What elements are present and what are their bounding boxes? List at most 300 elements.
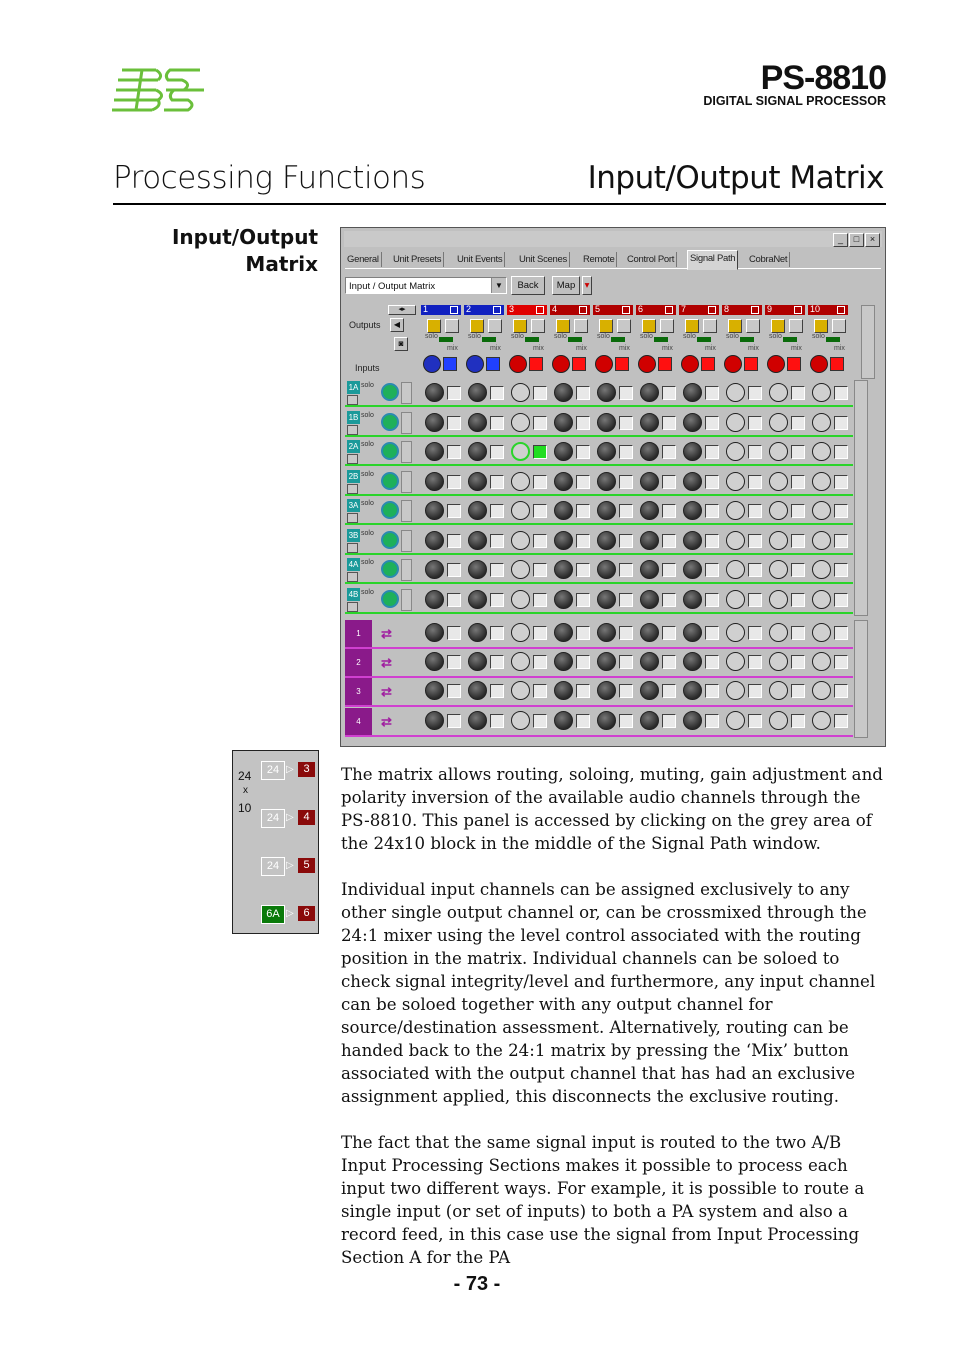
gain-knob[interactable] [683,652,702,671]
route-button[interactable] [748,626,762,640]
mix-button[interactable] [615,357,629,371]
matrix-cell[interactable] [464,590,506,612]
gain-knob[interactable] [769,531,788,550]
route-button[interactable] [533,534,547,548]
gain-knob[interactable] [597,383,616,402]
gain-knob[interactable] [640,652,659,671]
route-button[interactable] [705,626,719,640]
gain-knob[interactable] [511,623,530,642]
route-button[interactable] [533,386,547,400]
route-button[interactable] [662,386,676,400]
output-level-knob[interactable] [767,355,785,373]
gain-knob[interactable] [425,383,444,402]
solo-led[interactable] [783,337,797,342]
gain-knob[interactable] [812,560,831,579]
route-button[interactable] [834,684,848,698]
map-button[interactable]: Map [552,276,580,295]
matrix-cell[interactable] [636,652,678,674]
tab-control-port[interactable]: Control Port [625,252,677,267]
matrix-cell[interactable] [464,531,506,553]
matrix-cell[interactable] [550,383,592,405]
gain-knob[interactable] [511,442,530,461]
matrix-cell[interactable] [636,442,678,464]
speaker-icon[interactable]: ◀ [390,318,404,332]
maximize-icon[interactable]: □ [849,233,864,247]
route-button[interactable] [490,504,504,518]
gain-knob[interactable] [554,590,573,609]
gain-knob[interactable] [597,681,616,700]
route-button[interactable] [834,626,848,640]
matrix-cell[interactable] [593,383,635,405]
route-button[interactable] [662,593,676,607]
gain-knob[interactable] [812,652,831,671]
route-button[interactable] [576,626,590,640]
matrix-cell[interactable] [636,711,678,733]
matrix-cell[interactable] [808,681,850,703]
polarity-icon[interactable] [445,319,459,333]
route-button[interactable] [447,563,461,577]
route-button[interactable] [791,416,805,430]
mix-scrollbar[interactable] [854,620,868,738]
route-button[interactable] [576,445,590,459]
matrix-cell[interactable] [507,652,549,674]
matrix-cell[interactable] [679,560,721,582]
solo-led[interactable] [439,337,453,342]
route-button[interactable] [662,655,676,669]
matrix-cell[interactable] [636,531,678,553]
matrix-cell[interactable] [593,681,635,703]
gain-knob[interactable] [468,590,487,609]
mix-button[interactable] [486,357,500,371]
matrix-cell[interactable] [722,501,764,523]
gain-knob[interactable] [726,560,745,579]
polarity-icon[interactable] [746,319,760,333]
gain-knob[interactable] [769,652,788,671]
matrix-cell[interactable] [550,652,592,674]
gain-knob[interactable] [769,560,788,579]
route-button[interactable] [619,534,633,548]
matrix-cell[interactable] [808,560,850,582]
tab-remote[interactable]: Remote [581,252,617,267]
gain-knob[interactable] [812,383,831,402]
route-button[interactable] [705,563,719,577]
matrix-cell[interactable] [765,472,807,494]
matrix-cell[interactable] [593,560,635,582]
matrix-cell[interactable] [507,590,549,612]
matrix-cell[interactable] [722,652,764,674]
polarity-icon[interactable] [703,319,717,333]
route-button[interactable] [619,626,633,640]
matrix-cell[interactable] [722,383,764,405]
gain-knob[interactable] [769,590,788,609]
output-level-knob[interactable] [423,355,441,373]
matrix-cell[interactable] [679,501,721,523]
matrix-cell[interactable] [679,472,721,494]
back-button[interactable]: Back [511,276,545,295]
row-minimize-icon[interactable] [347,484,358,494]
gain-knob[interactable] [812,501,831,520]
tab-unit-presets[interactable]: Unit Presets [391,252,444,267]
gain-knob[interactable] [468,711,487,730]
route-button[interactable] [533,416,547,430]
gain-knob[interactable] [597,442,616,461]
matrix-cell[interactable] [464,560,506,582]
route-button[interactable] [533,684,547,698]
route-button[interactable] [834,563,848,577]
gain-knob[interactable] [726,442,745,461]
gain-knob[interactable] [554,652,573,671]
gain-knob[interactable] [425,560,444,579]
matrix-cell[interactable] [507,442,549,464]
matrix-cell[interactable] [550,531,592,553]
matrix-cell[interactable] [722,681,764,703]
route-button[interactable] [791,593,805,607]
route-button[interactable] [447,626,461,640]
inset-output-box[interactable]: 6 [298,906,315,921]
route-button[interactable] [705,475,719,489]
tab-signal-path[interactable]: Signal Path [687,250,738,270]
matrix-cell[interactable] [722,472,764,494]
route-button[interactable] [662,534,676,548]
gain-knob[interactable] [511,681,530,700]
matrix-cell[interactable] [421,501,463,523]
mix-button[interactable] [701,357,715,371]
solo-led[interactable] [525,337,539,342]
row-minimize-icon[interactable] [347,572,358,582]
matrix-cell[interactable] [765,560,807,582]
swap-icon[interactable]: ⇄ [381,655,392,671]
route-button[interactable] [705,684,719,698]
route-button[interactable] [834,655,848,669]
matrix-cell[interactable] [722,560,764,582]
route-button[interactable] [705,504,719,518]
matrix-cell[interactable] [464,623,506,645]
gain-knob[interactable] [726,652,745,671]
route-button[interactable] [533,504,547,518]
matrix-cell[interactable] [722,590,764,612]
gain-knob[interactable] [468,531,487,550]
route-button[interactable] [533,475,547,489]
view-select[interactable] [345,277,507,294]
route-button[interactable] [748,534,762,548]
route-button[interactable] [705,386,719,400]
gain-knob[interactable] [511,383,530,402]
mix-button[interactable] [443,357,457,371]
matrix-cell[interactable] [550,560,592,582]
row-minimize-icon[interactable] [347,602,358,612]
route-button[interactable] [619,416,633,430]
output-scrollbar[interactable] [861,305,875,379]
route-button[interactable] [576,475,590,489]
route-button[interactable] [447,504,461,518]
output-minimize-icon[interactable] [493,306,501,314]
route-button[interactable] [447,475,461,489]
matrix-cell[interactable] [464,501,506,523]
gain-knob[interactable] [597,652,616,671]
matrix-cell[interactable] [507,501,549,523]
gain-knob[interactable] [726,413,745,432]
route-button[interactable] [576,684,590,698]
route-button[interactable] [576,563,590,577]
gain-knob[interactable] [468,652,487,671]
matrix-cell[interactable] [550,711,592,733]
gain-knob[interactable] [554,442,573,461]
phone-icon[interactable]: ◙ [394,337,408,351]
gain-knob[interactable] [726,383,745,402]
solo-led[interactable] [611,337,625,342]
map-dropdown-icon[interactable]: ▾ [582,276,592,295]
route-button[interactable] [662,416,676,430]
matrix-cell[interactable] [593,472,635,494]
arrows-icon[interactable]: ◂▸ [388,305,416,315]
matrix-cell[interactable] [507,681,549,703]
matrix-cell[interactable] [722,623,764,645]
matrix-cell[interactable] [593,711,635,733]
gain-knob[interactable] [726,531,745,550]
matrix-cell[interactable] [550,590,592,612]
matrix-cell[interactable] [593,590,635,612]
swap-icon[interactable]: ⇄ [381,684,392,700]
matrix-cell[interactable] [722,711,764,733]
route-button[interactable] [748,655,762,669]
gain-knob[interactable] [554,472,573,491]
matrix-cell[interactable] [421,652,463,674]
matrix-cell[interactable] [679,711,721,733]
route-button[interactable] [834,534,848,548]
route-button[interactable] [705,416,719,430]
route-button[interactable] [662,563,676,577]
route-button[interactable] [447,684,461,698]
gain-knob[interactable] [769,472,788,491]
matrix-cell[interactable] [679,681,721,703]
gain-knob[interactable] [726,501,745,520]
gain-knob[interactable] [640,623,659,642]
inset-input-box[interactable]: 24 [261,857,285,876]
gain-knob[interactable] [425,472,444,491]
output-minimize-icon[interactable] [837,306,845,314]
input-scrollbar[interactable] [854,380,868,616]
gain-knob[interactable] [468,472,487,491]
matrix-cell[interactable] [507,472,549,494]
gain-knob[interactable] [425,590,444,609]
gain-knob[interactable] [554,560,573,579]
route-button[interactable] [576,714,590,728]
matrix-cell[interactable] [550,442,592,464]
gain-knob[interactable] [468,413,487,432]
matrix-cell[interactable] [464,413,506,435]
matrix-cell[interactable] [765,711,807,733]
gain-knob[interactable] [640,560,659,579]
matrix-cell[interactable] [421,383,463,405]
matrix-cell[interactable] [421,681,463,703]
route-button[interactable] [619,655,633,669]
gain-knob[interactable] [640,413,659,432]
tab-unit-events[interactable]: Unit Events [455,252,505,267]
tab-general[interactable]: General [345,252,382,267]
gain-knob[interactable] [683,413,702,432]
route-button[interactable] [791,655,805,669]
matrix-cell[interactable] [808,413,850,435]
matrix-cell[interactable] [550,472,592,494]
route-button[interactable] [576,416,590,430]
gain-knob[interactable] [425,711,444,730]
route-button[interactable] [791,563,805,577]
gain-knob[interactable] [554,623,573,642]
route-button[interactable] [834,475,848,489]
matrix-cell[interactable] [765,590,807,612]
gain-knob[interactable] [597,531,616,550]
matrix-cell[interactable] [507,531,549,553]
route-button[interactable] [533,626,547,640]
route-button[interactable] [748,416,762,430]
matrix-cell[interactable] [679,413,721,435]
mix-button[interactable] [744,357,758,371]
matrix-cell[interactable] [636,590,678,612]
gain-knob[interactable] [597,623,616,642]
gain-knob[interactable] [511,590,530,609]
input-level-knob[interactable] [381,442,399,460]
row-minimize-icon[interactable] [347,513,358,523]
route-button[interactable] [791,714,805,728]
matrix-cell[interactable] [550,623,592,645]
gain-knob[interactable] [683,501,702,520]
route-button[interactable] [705,593,719,607]
inset-output-box[interactable]: 3 [298,762,315,777]
gain-knob[interactable] [812,442,831,461]
gain-knob[interactable] [683,623,702,642]
row-minimize-icon[interactable] [347,395,358,405]
chevron-down-icon[interactable]: ▼ [491,278,506,293]
gain-knob[interactable] [812,413,831,432]
gain-knob[interactable] [769,383,788,402]
input-level-knob[interactable] [381,413,399,431]
mute-icon[interactable] [427,319,441,333]
matrix-cell[interactable] [722,413,764,435]
matrix-cell[interactable] [679,590,721,612]
route-button[interactable] [748,445,762,459]
route-button[interactable] [533,563,547,577]
output-level-knob[interactable] [638,355,656,373]
gain-knob[interactable] [554,383,573,402]
matrix-cell[interactable] [765,623,807,645]
route-button[interactable] [619,504,633,518]
route-button[interactable] [748,593,762,607]
mix-button[interactable] [658,357,672,371]
output-level-knob[interactable] [466,355,484,373]
gain-knob[interactable] [597,560,616,579]
route-button[interactable] [748,504,762,518]
gain-knob[interactable] [726,711,745,730]
route-button[interactable] [791,386,805,400]
mute-icon[interactable] [642,319,656,333]
gain-knob[interactable] [468,383,487,402]
gain-knob[interactable] [726,472,745,491]
route-button[interactable] [748,475,762,489]
route-button[interactable] [490,416,504,430]
matrix-cell[interactable] [593,442,635,464]
route-button[interactable] [834,593,848,607]
polarity-icon[interactable] [832,319,846,333]
matrix-cell[interactable] [593,501,635,523]
gain-knob[interactable] [683,442,702,461]
mute-icon[interactable] [470,319,484,333]
gain-knob[interactable] [726,681,745,700]
route-button[interactable] [834,445,848,459]
gain-knob[interactable] [812,711,831,730]
gain-knob[interactable] [769,711,788,730]
route-button[interactable] [791,475,805,489]
output-minimize-icon[interactable] [708,306,716,314]
solo-led[interactable] [568,337,582,342]
matrix-cell[interactable] [421,413,463,435]
route-button[interactable] [662,626,676,640]
matrix-cell[interactable] [679,442,721,464]
matrix-cell[interactable] [507,623,549,645]
route-button[interactable] [662,445,676,459]
route-button[interactable] [619,714,633,728]
gain-knob[interactable] [769,442,788,461]
route-button[interactable] [533,445,547,459]
inset-output-box[interactable]: 4 [298,810,315,825]
output-level-knob[interactable] [724,355,742,373]
route-button[interactable] [490,563,504,577]
matrix-cell[interactable] [636,681,678,703]
gain-knob[interactable] [597,472,616,491]
matrix-cell[interactable] [808,442,850,464]
route-button[interactable] [490,655,504,669]
gain-knob[interactable] [812,590,831,609]
gain-knob[interactable] [425,652,444,671]
route-button[interactable] [490,534,504,548]
gain-knob[interactable] [726,623,745,642]
matrix-cell[interactable] [636,472,678,494]
input-level-knob[interactable] [381,472,399,490]
matrix-cell[interactable] [808,383,850,405]
matrix-cell[interactable] [765,531,807,553]
polarity-icon[interactable] [531,319,545,333]
gain-knob[interactable] [812,472,831,491]
gain-knob[interactable] [511,501,530,520]
gain-knob[interactable] [511,472,530,491]
route-button[interactable] [533,593,547,607]
gain-knob[interactable] [683,681,702,700]
gain-knob[interactable] [425,623,444,642]
matrix-cell[interactable] [765,442,807,464]
route-button[interactable] [791,534,805,548]
gain-knob[interactable] [683,711,702,730]
input-level-knob[interactable] [381,501,399,519]
solo-led[interactable] [482,337,496,342]
route-button[interactable] [619,684,633,698]
close-icon[interactable]: × [865,233,880,247]
gain-knob[interactable] [425,681,444,700]
route-button[interactable] [834,504,848,518]
matrix-cell[interactable] [808,531,850,553]
matrix-cell[interactable] [593,623,635,645]
output-minimize-icon[interactable] [579,306,587,314]
gain-knob[interactable] [683,531,702,550]
matrix-cell[interactable] [507,383,549,405]
gain-knob[interactable] [468,681,487,700]
output-minimize-icon[interactable] [751,306,759,314]
route-button[interactable] [662,504,676,518]
route-button[interactable] [705,714,719,728]
matrix-cell[interactable] [722,531,764,553]
matrix-cell[interactable] [636,623,678,645]
gain-knob[interactable] [640,590,659,609]
mute-icon[interactable] [771,319,785,333]
mute-icon[interactable] [599,319,613,333]
